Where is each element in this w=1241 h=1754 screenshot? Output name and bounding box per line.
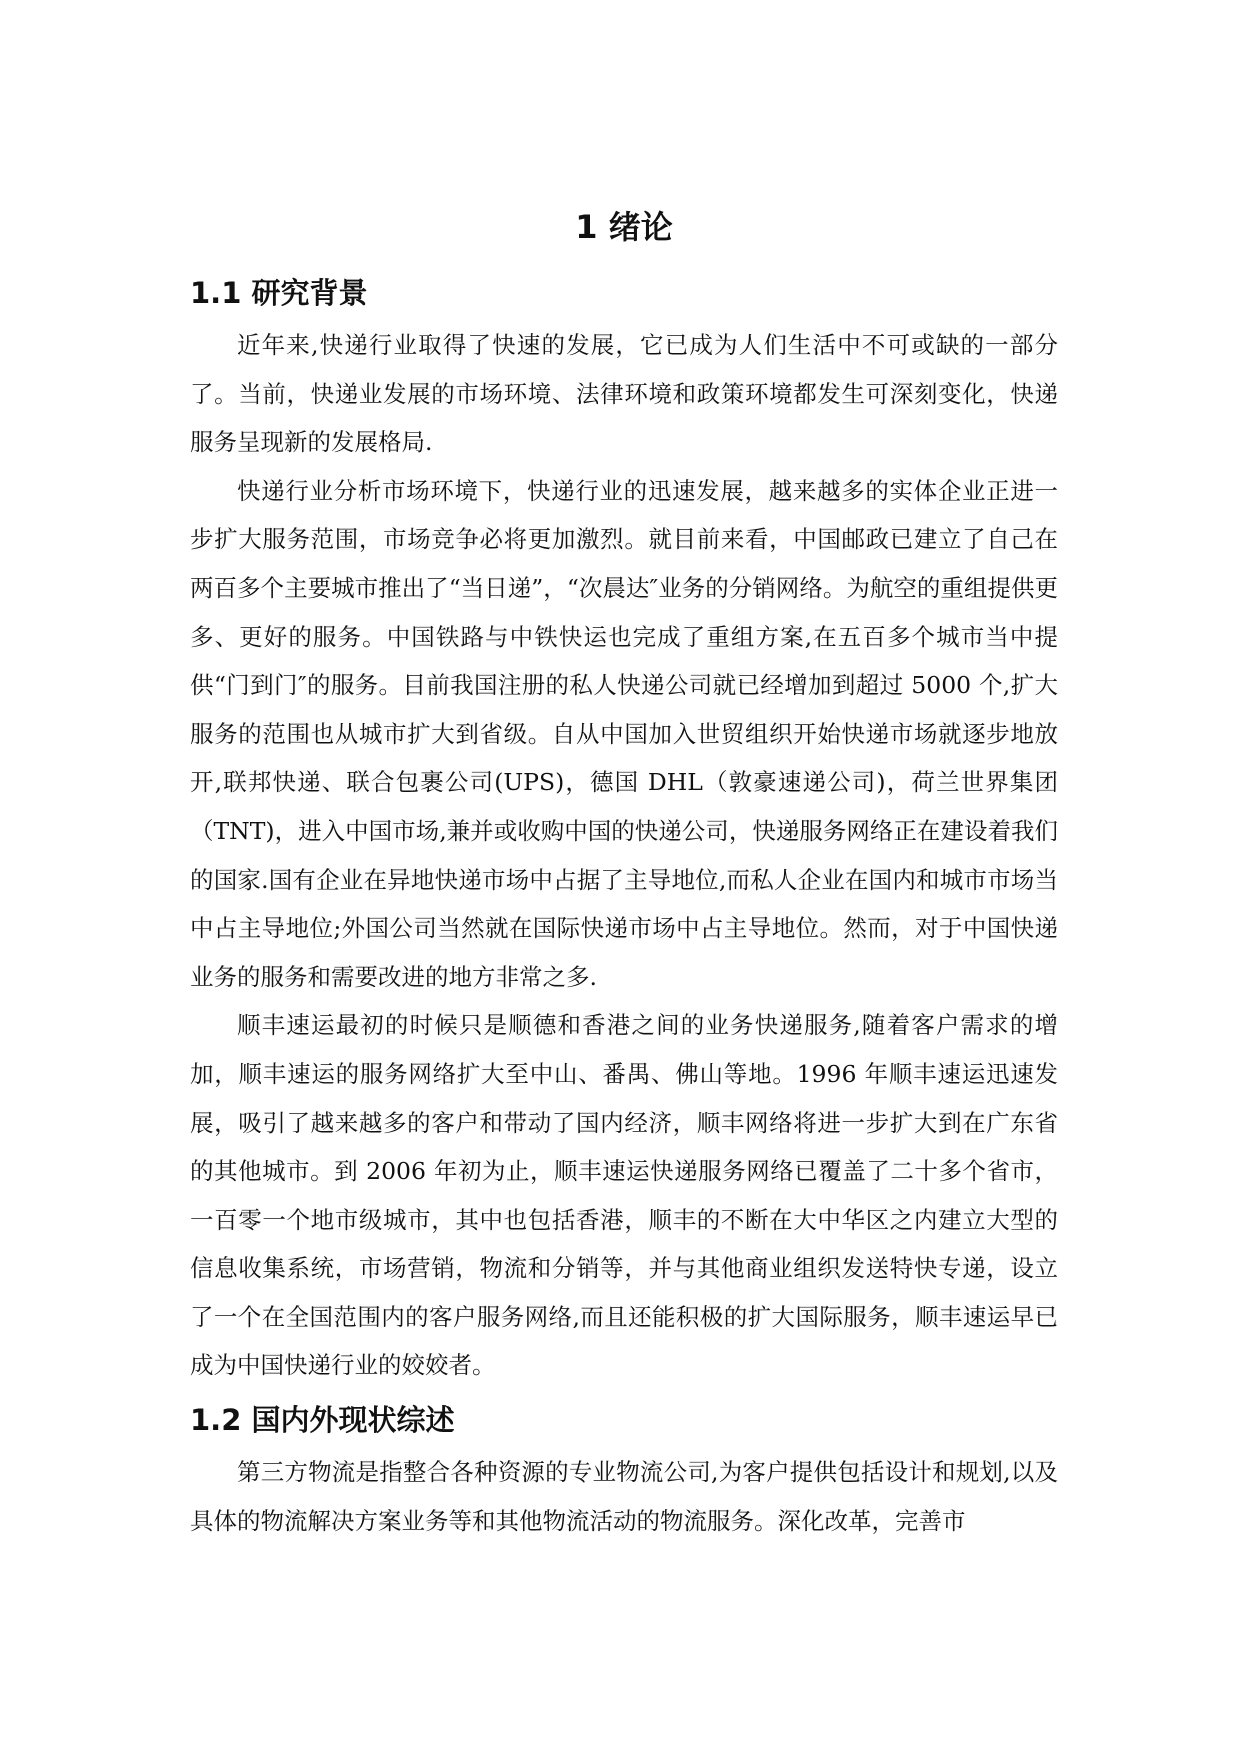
section-title-status-review: 1.2 国内外现状综述	[190, 1403, 455, 1438]
page-body	[190, 205, 1058, 1545]
paragraph: 第三方物流是指整合各种资源的专业物流公司,为客户提供包括设计和规划,以及具体的物流解决方案业务等和其他物流活动的物流服务。深化改革，完善市	[190, 1458, 1058, 1535]
chapter-title: 1 绪论	[575, 208, 673, 246]
paragraph: 顺丰速运最初的时候只是顺德和香港之间的业务快递服务,随着客户需求的增加，顺丰速运的服务网络扩大至中山、番禺、佛山等地。1996 年顺丰速运迅速发展，吸引了越来越多的客户和带动了国内经济，顺丰网络将进一步扩大到在广东省的其他城市。到 2006 年初为止，顺丰速运快递服务网络已覆盖了二十多个省市，一百零一个地市级城市，其中也包括香港，顺丰的不断在大中华区之内建立大型的信息收集系统，市场营销，物流和分销等，并与其他商业组织发送特快专递，设立了一个在全国范围内的客户服务网络,而且还能积极的扩大国际服务，顺丰速运早已成为中国快递行业的姣姣者。	[190, 1011, 1058, 1380]
paragraph: 近年来,快递行业取得了快速的发展，它已成为人们生活中不可或缺的一部分了。当前，快递业发展的市场环境、法律环境和政策环境都发生可深刻变化，快递服务呈现新的发展格局.	[190, 331, 1058, 457]
section-title-background: 1.1 研究背景	[190, 276, 368, 310]
paragraph: 快递行业分析市场环境下，快递行业的迅速发展，越来越多的实体企业正进一步扩大服务范围，市场竞争必将更加激烈。就目前来看，中国邮政已建立了自己在两百多个主要城市推出了“当日递”，“次晨达″业务的分销网络。为航空的重组提供更多、更好的服务。中国铁路与中铁快运也完成了重组方案,在五百多个城市当中提供“门到门″的服务。目前我国注册的私人快递公司就已经增加到超过 5000 个,扩大服务的范围也从城市扩大到省级。自从中国加入世贸组织开始快递市场就逐步地放开,联邦快递、联合包裹公司(UPS)，德国 DHL（敦豪速递公司)，荷兰世界集团（TNT)，进入中国市场,兼并或收购中国的快递公司，快递服务网络正在建设着我们的国家.国有企业在异地快递市场中占据了主导地位,而私人企业在国内和城市市场当中占主导地位;外国公司当然就在国际快递市场中占主导地位。然而，对于中国快递业务的服务和需要改进的地方非常之多.	[190, 476, 1058, 991]
